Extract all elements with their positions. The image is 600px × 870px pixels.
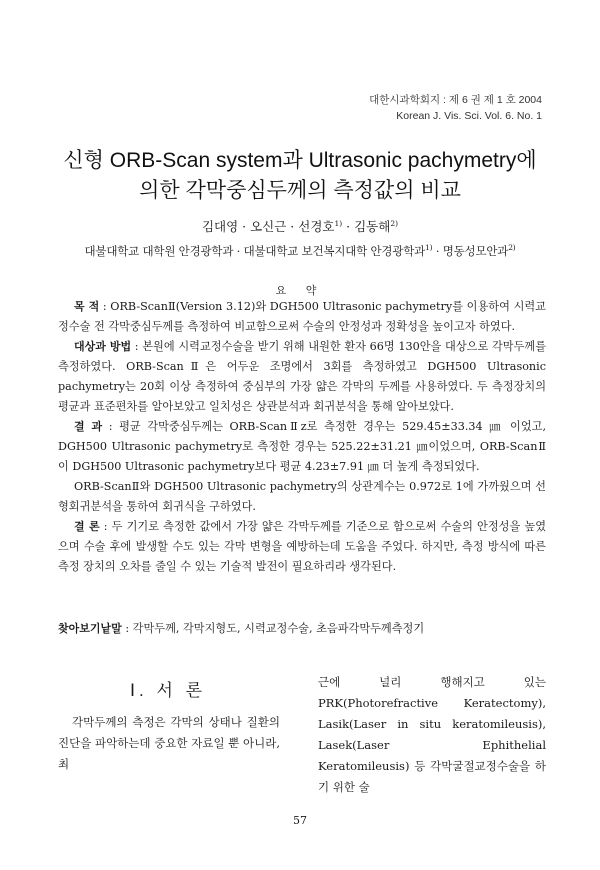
abstract-results-2: ORB-ScanⅡ와 DGH500 Ultrasonic pachymetry의 상관계수는 0.972로 1에 가까웠으며 선형회귀분석을 통하여 회귀식을 구하였다. xyxy=(58,480,546,513)
abstract-methods-label: 대상과 방법 xyxy=(74,340,132,353)
abstract-heading: 요 약 xyxy=(275,284,325,297)
abstract-body xyxy=(58,297,546,577)
keywords xyxy=(58,620,546,636)
affiliation-list xyxy=(0,243,600,259)
authors-group-1: 김대영 · 오신근 · 선경호 xyxy=(201,219,335,234)
paper-title-line-1: 신형 ORB-Scan system과 Ultrasonic pachymetry에 xyxy=(63,149,537,172)
abstract-methods-text: : 본원에 시력교정수술을 받기 위해 내원한 환자 66명 130안을 대상으로 각막두께를 측정하였다. ORB-ScanⅡ은 어두운 조명에서 3회를 측정하였고 DGH500 Ultrasonic pachymetry는 20회 이상 측정하여 중심부의 가장 얇은 각막의 두께를 사용하였다. 두 측정장치의 평균과 표준편차를 알아보았고 일치성은 상관분석과 회귀분석을 통해 알아보았다. xyxy=(58,340,546,413)
affiliation-mark-2: 2) xyxy=(508,243,516,253)
journal-citation-ko: 대한시과학회지 : 제 6 권 제 1 호 2004 xyxy=(369,94,542,106)
author-list xyxy=(0,217,600,235)
abstract-results-text: : 평균 각막중심두께는 ORB-ScanⅡz로 측정한 경우는 529.45±33.34 ㎛ 이었고, DGH500 Ultrasonic pachymetry로 측정한 경우는 525.22±31.21 ㎛이었으며, ORB-ScanⅡ이 DGH500 Ultrasonic pachymetry보다 평균 4.23±7.91 ㎛ 더 높게 측정되었다. xyxy=(58,420,546,473)
abstract-methods xyxy=(58,337,546,417)
abstract-results-label: 결 과 xyxy=(74,420,103,433)
abstract-results xyxy=(58,417,546,477)
affiliation-mark-1: 1) xyxy=(425,243,433,253)
intro-left-column: 각막두께의 측정은 각막의 상태나 질환의 진단을 파악하는데 중요한 자료일 뿐 아니라, 최 xyxy=(58,715,280,771)
section-title-introduction: Ⅰ. 서 론 xyxy=(129,681,207,700)
journal-header xyxy=(369,92,542,124)
abstract-conclusion-text: : 두 기기로 측정한 값에서 가장 얇은 각막두께를 기준으로 함으로써 수술의 안정성을 높였으며 수술 후에 발생할 수도 있는 각막 변형을 예방하는데 도움을 주었다. 하지만, 측정 방식에 따른 측정 장치의 오차를 줄일 수 있는 기술적 발전이 필요하리라 생각된다. xyxy=(58,520,546,573)
paper-title-line-2: 의한 각막중심두께의 측정값의 비교 xyxy=(139,179,461,202)
abstract-conclusion-label: 결 론 xyxy=(74,520,100,533)
affiliation-2: · 명동성모안과 xyxy=(432,244,509,258)
paper-title xyxy=(0,146,600,206)
affiliation-1: 대불대학교 대학원 안경광학과 · 대불대학교 보건복지대학 안경광학과 xyxy=(84,244,426,258)
page-number: 57 xyxy=(293,814,307,827)
abstract-purpose xyxy=(58,297,546,337)
authors-group-2: · 김동해 xyxy=(342,219,391,234)
keywords-label: 찾아보기낱말 xyxy=(58,622,122,635)
author-affil-mark-1: 1) xyxy=(334,218,343,228)
journal-citation-en: Korean J. Vis. Sci. Vol. 6. No. 1 xyxy=(396,110,542,122)
abstract-purpose-label: 목 적 xyxy=(74,300,100,313)
keywords-text: : 각막두께, 각막지형도, 시력교정수술, 초음파각막두께측정기 xyxy=(121,622,425,635)
abstract-purpose-text: : ORB-ScanⅡ(Version 3.12)와 DGH500 Ultrasonic pachymetry를 이용하여 시력교정수술 전 각막중심두께를 측정하여 비교함으로써 수술의 안정성과 정확성을 높이고자 하였다. xyxy=(58,300,546,333)
abstract-conclusion xyxy=(58,517,546,577)
intro-right-column: 근에 널리 행해지고 있는 PRK(Photorefractive Keratectomy), Lasik(Laser in situ keratomileusis), Lasek(Laser Ephithelial Keratomileusis) 등 각막굴절교정수술을 하기 위한 술 xyxy=(318,675,546,794)
author-affil-mark-2: 2) xyxy=(390,218,399,228)
